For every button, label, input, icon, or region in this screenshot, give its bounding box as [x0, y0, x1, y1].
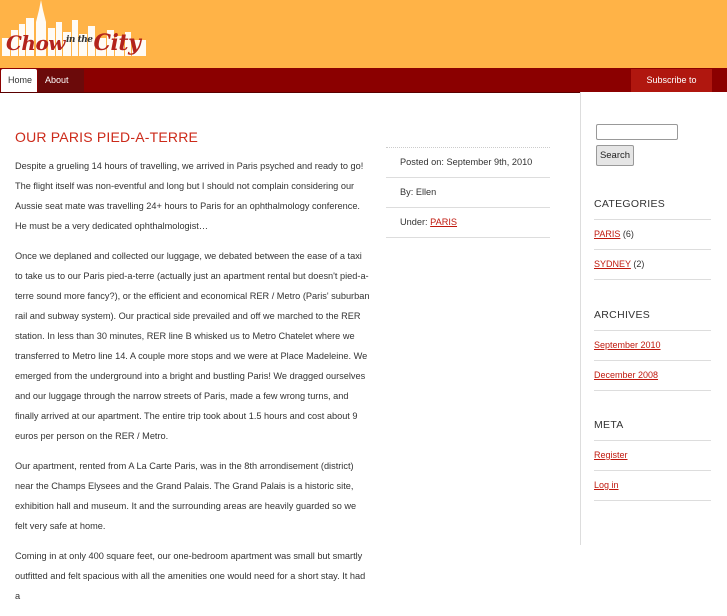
main-nav [0, 68, 727, 107]
logo-text-right: City [93, 30, 141, 56]
post-paragraph: Once we deplaned and collected our luggage, we debated between the ease of a taxi to take us to our Paris pied-a-terre (actually just an apartment rental but doesn't pied-a-terre sound more fancy?), or the efficient and economical RER / Metro (Paris' suburban rail and subway system). Our practical side prevailed and off we marched to the RER station. In less than 30 minutes, RER line B whisked us to Metro Chatelet where we transferred to Metro line 14. A couple more stops and we were at Place Madeleine. We emerged from the underground into a bright and bustling Paris! We dragged ourselves and our luggage through the narrow streets of Paris, made a few wrong turns, and finally arrived at our apartment. The entire trip took about 1.5 hours and cost about 9 euros per person on the RER / Metro. [15, 251, 370, 441]
logo-text-small: in the [66, 35, 93, 46]
search-button[interactable]: Search [596, 145, 634, 166]
archive-link-september-2010[interactable]: September 2010 [594, 340, 661, 350]
sidebar [580, 92, 727, 545]
register-link[interactable]: Register [594, 450, 628, 460]
category-link-paris[interactable]: PARIS [594, 229, 621, 239]
post-meta [386, 147, 550, 238]
category-link-sydney[interactable]: SYDNEY [594, 259, 631, 269]
categories-list [594, 219, 711, 280]
post-paragraph: Our apartment, rented from A La Carte Paris, was in the 8th arrondisement (district) near the Champs Elysees and the Grand Palais. The Grand Palais is a historic site, exhibition hall and museum. It and the surrounding areas are heavily guarded so we felt very safe at home. [15, 461, 357, 531]
nav-about-us-tab[interactable]: About Us [38, 69, 84, 92]
posted-on-date: Posted on: September 9th, 2010 [386, 147, 550, 178]
post-body [15, 156, 370, 616]
logo-wordmark [6, 30, 140, 56]
nav-home-tab[interactable]: Home [1, 69, 37, 92]
category-count: (2) [630, 259, 645, 269]
post-paragraph: Coming in at only 400 square feet, our one-bedroom apartment was small but smartly outfitted and felt spacious with all the amenities one would need for a short stay. It had a [15, 551, 366, 601]
meta-list [594, 440, 711, 501]
list-item [594, 361, 711, 391]
post-author: By: Ellen [386, 178, 550, 208]
list-item [594, 471, 711, 501]
post-category-prefix: Under: [400, 217, 431, 227]
post-category [386, 208, 550, 238]
logo-text-left: Chow [6, 31, 66, 55]
meta-heading: META [594, 419, 624, 431]
post-category-link[interactable]: PARIS [430, 217, 458, 227]
login-link[interactable]: Log in [594, 480, 619, 490]
list-item [594, 219, 711, 250]
post-paragraph: Despite a grueling 14 hours of travelling, we arrived in Paris psyched and ready to go! The flight itself was non-eventful and long but I should not complain considering our Aussie seat mate was travelling 24+ hours to Paris for an ophthalmology conference. He must be a very dedicated ophthalmologist… [15, 161, 364, 231]
site-header [0, 0, 727, 68]
site-logo[interactable] [0, 0, 150, 68]
archives-heading: ARCHIVES [594, 309, 651, 321]
list-item [594, 440, 711, 471]
archives-list [594, 330, 711, 391]
list-item [594, 250, 711, 280]
categories-heading: CATEGORIES [594, 198, 666, 210]
list-item [594, 330, 711, 361]
category-count: (6) [620, 229, 634, 239]
search-input[interactable] [596, 124, 678, 140]
subscribe-to-feed-link[interactable]: Subscribe to [631, 69, 712, 92]
post-title[interactable]: OUR PARIS PIED-A-TERRE [15, 129, 199, 145]
archive-link-december-2008[interactable]: December 2008 [594, 370, 659, 380]
